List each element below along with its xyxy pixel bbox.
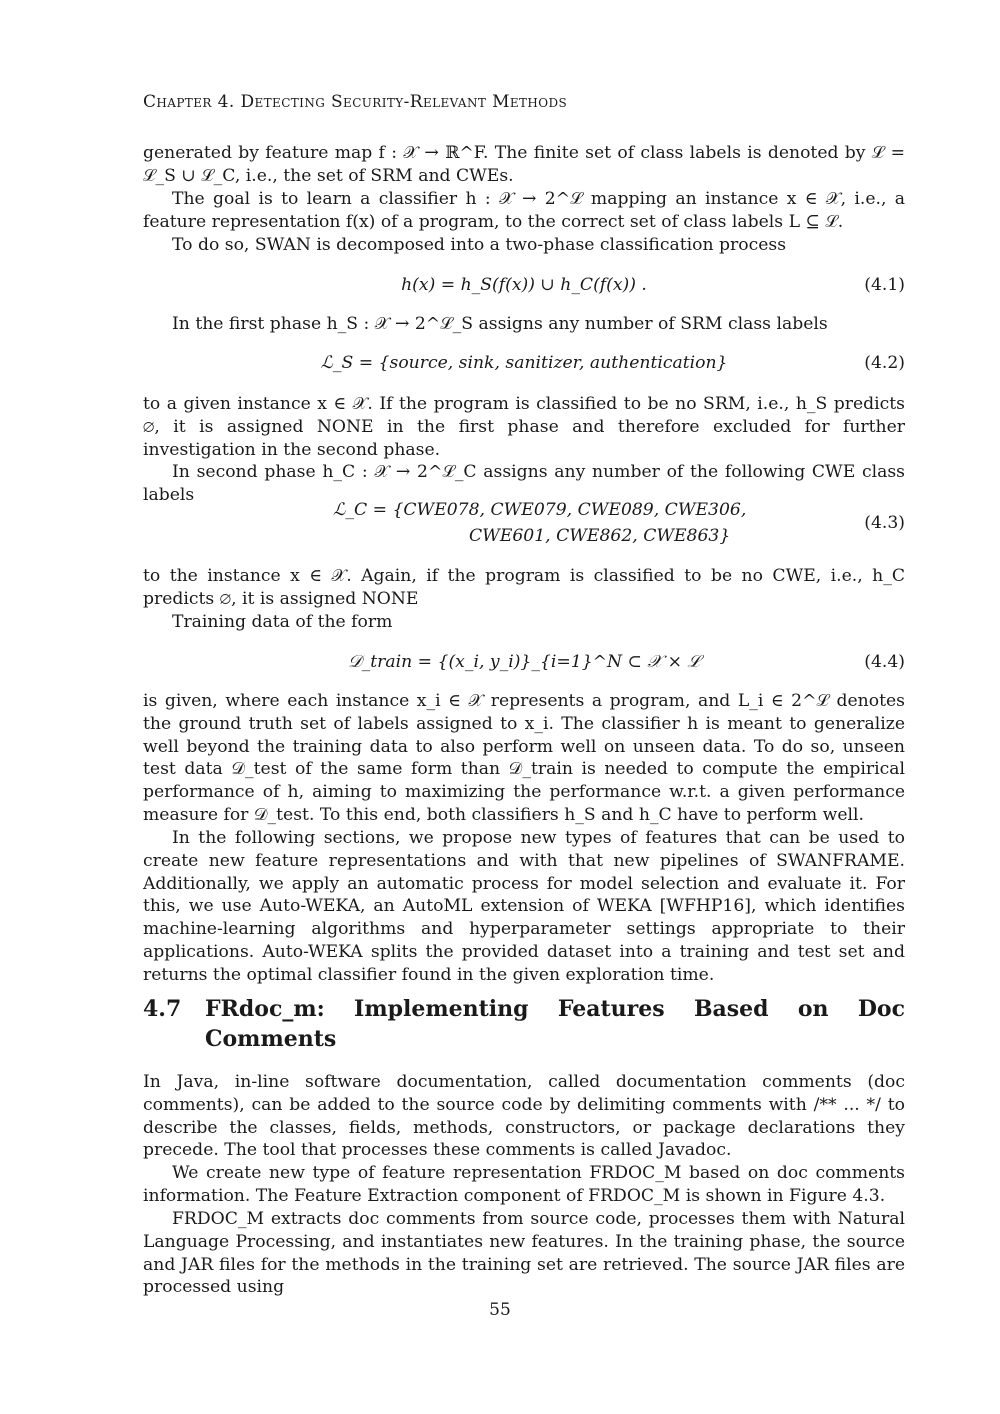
- paragraph-12: [143, 1162, 905, 1208]
- paragraph-2: [143, 188, 905, 234]
- paragraph-3-text: To do so, SWAN is decomposed into a two-phase classification process: [172, 235, 787, 255]
- equation-4-3-line-2: CWE601, CWE862, CWE863}: [469, 526, 731, 546]
- paragraph-5: [143, 393, 905, 461]
- paragraph-5-text: to a given instance x ∈ 𝒳. If the program is classified to be no SRM, i.e., h_S predicts ∅, it is assigned NONE in the first phase and therefore excluded for further investigation in the second phase.: [143, 394, 905, 460]
- paragraph-9: [143, 690, 905, 827]
- paragraph-10-text: In the following sections, we propose new types of features that can be used to create new feature representations and with that new pipelines of SWANFRAME. Additionally, we apply an automatic process for model selection and evaluate it. For this, we use Auto-WEKA, an AutoML extension of WEKA [WFHP16], which identifies machine-learning algorithms and hyperparameter settings appropriate to their applications. Auto-WEKA splits the provided dataset into a training and test set and returns the optimal classifier found in the given exploration time.: [143, 828, 905, 985]
- equation-4-1-number: (4.1): [864, 275, 905, 295]
- paragraph-13: [143, 1208, 905, 1299]
- paragraph-10: [143, 827, 905, 987]
- section-heading: [143, 994, 905, 1054]
- equation-4-2: [143, 352, 905, 375]
- paragraph-4-text: In the first phase h_S : 𝒳 → 2^ℒ_S assigns any number of SRM class labels: [172, 314, 828, 334]
- paragraph-11-text: In Java, in-line software documentation, called documentation comments (doc comments), can be added to the source code by delimiting comments with /** ... */ to describe the classes, fields, methods, constructors, or package declarations they precede. The tool that processes these comments is called Javadoc.: [143, 1072, 905, 1161]
- page-number: 55: [489, 1300, 511, 1320]
- running-header: Chapter 4. Detecting Security-Relevant Methods: [143, 92, 568, 112]
- equation-4-4: [143, 651, 905, 674]
- paragraph-11: [143, 1071, 905, 1162]
- equation-4-1: [143, 274, 905, 297]
- paragraph-12-text: We create new type of feature representation FRDOC_M based on doc comments information. The Feature Extraction component of FRDOC_M is shown in Figure 4.3.: [143, 1163, 905, 1206]
- section-title: FRdoc_m: Implementing Features Based on Doc Comments: [205, 996, 905, 1052]
- paragraph-7: [143, 565, 905, 611]
- equation-4-3-number: (4.3): [864, 513, 905, 533]
- paragraph-8-text: Training data of the form: [172, 612, 393, 632]
- equation-4-4-formula: 𝒟_train = {(x_i, y_i)}_{i=1}^N ⊂ 𝒳 × ℒ: [347, 652, 701, 672]
- paragraph-3: [143, 234, 905, 257]
- equation-4-4-number: (4.4): [864, 652, 905, 672]
- section-number: 4.7: [143, 996, 182, 1022]
- equation-4-3-line-1: ℒ_C = {CWE078, CWE079, CWE089, CWE306,: [333, 500, 747, 520]
- equation-4-2-formula: ℒ_S = {source, sink, sanitizer, authentication}: [320, 353, 728, 373]
- paragraph-1-text: generated by feature map f : 𝒳 → ℝ^F. The finite set of class labels is denoted by ℒ = ℒ_S ∪ ℒ_C, i.e., the set of SRM and CWEs.: [143, 143, 905, 186]
- paragraph-9-text: is given, where each instance x_i ∈ 𝒳 represents a program, and L_i ∈ 2^ℒ denotes the ground truth set of labels assigned to x_i. The classifier h is meant to generalize well beyond the training data to also perform well on unseen data. To do so, unseen test data 𝒟_test of the same form than 𝒟_train is needed to compute the empirical performance of h, aiming to maximizing the performance w.r.t. a given performance measure for 𝒟_test. To this end, both classifiers h_S and h_C have to perform well.: [143, 691, 905, 825]
- paragraph-2-text: The goal is to learn a classifier h : 𝒳 → 2^ℒ mapping an instance x ∈ 𝒳, i.e., a feature representation f(x) of a program, to the correct set of class labels L ⊆ ℒ.: [143, 189, 905, 232]
- equation-4-3: [143, 499, 905, 549]
- equation-4-1-formula: h(x) = h_S(f(x)) ∪ h_C(f(x)) .: [401, 275, 647, 295]
- paragraph-4: [143, 313, 905, 336]
- paragraph-6-text: In second phase h_C : 𝒳 → 2^ℒ_C assigns any number of the following CWE class labels: [143, 462, 905, 505]
- paragraph-13-text: FRDOC_M extracts doc comments from source code, processes them with Natural Language Processing, and instantiates new features. In the training phase, the source and JAR files for the methods in the training set are retrieved. The source JAR files are processed using: [143, 1209, 905, 1298]
- paragraph-8: [143, 611, 905, 634]
- paragraph-1: [143, 142, 905, 188]
- paragraph-7-text: to the instance x ∈ 𝒳. Again, if the program is classified to be no CWE, i.e., h_C predicts ∅, it is assigned NONE: [143, 566, 905, 609]
- equation-4-2-number: (4.2): [864, 353, 905, 373]
